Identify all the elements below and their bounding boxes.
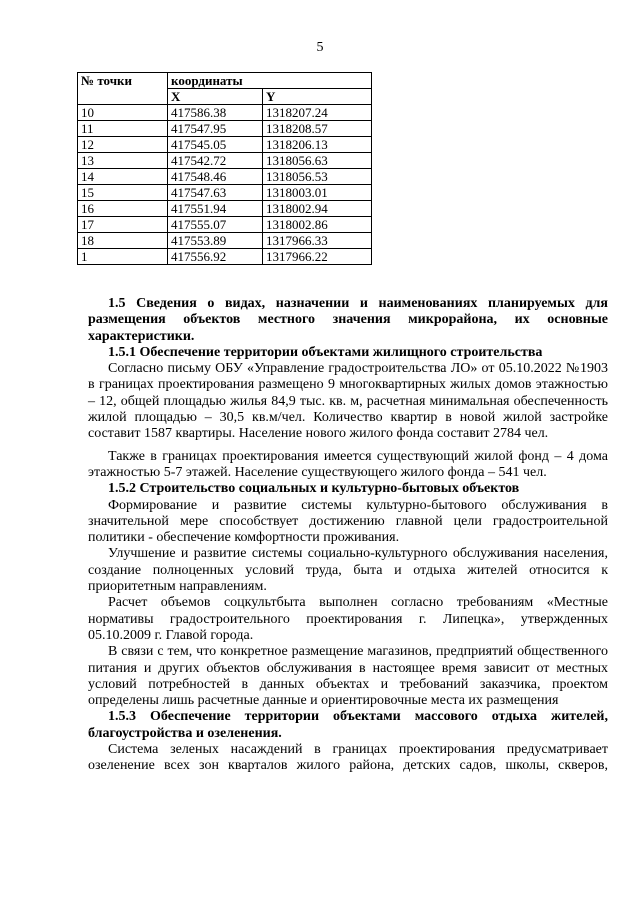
table-body: [78, 105, 372, 265]
paragraph-1-5-2-d: В связи с тем, что конкретное размещение магазинов, предприятий общественного питания и других объектов обслуживания в настоящее время зависит от местных условий потребностей в данных объектах и требований заказчика, проектом определены лишь расчетные данные и ориентировочные места их размещения: [88, 644, 608, 709]
table-row: [78, 105, 372, 121]
table-row: [78, 249, 372, 265]
paragraph-1-5-3-a: Система зеленых насаждений в границах проектирования предусматривает озеленение всех зон кварталов жилого района, детских садов, школы, скверов,: [88, 742, 608, 774]
section-heading-1-5-2: 1.5.2 Строительство социальных и культурно-бытовых объектов: [108, 481, 520, 497]
table-cell-x: 417542.72: [168, 153, 263, 169]
table-cell-point: 15: [78, 185, 168, 201]
table-cell-point: 11: [78, 121, 168, 137]
paragraph-1-5-2-a: Формирование и развитие системы культурно-бытового обслуживания в значительной мере способствует достижению главной цели градостроительной политики - обеспечение комфортности проживания.: [88, 497, 608, 546]
table-row: [78, 169, 372, 185]
table-cell-point: 13: [78, 153, 168, 169]
section-heading-1-5-1: 1.5.1 Обеспечение территории объектами жилищного строительства: [108, 344, 543, 360]
table-header-row: [78, 73, 372, 89]
table-cell-y: 1318056.63: [263, 153, 372, 169]
table-row: [78, 153, 372, 169]
table-cell-y: 1318003.01: [263, 185, 372, 201]
header-y: Y: [263, 89, 372, 105]
document-body: [88, 296, 608, 775]
paragraph-1-5-2-b: Улучшение и развитие системы социально-культурного обслуживания населения, создание полноценных условий труда, быта и отдыха жителей относится к приоритетным направлениям.: [88, 546, 608, 595]
table-cell-x: 417547.95: [168, 121, 263, 137]
coordinates-table: [77, 72, 372, 265]
table-cell-x: 417548.46: [168, 169, 263, 185]
table-cell-x: 417551.94: [168, 201, 263, 217]
table-cell-point: 16: [78, 201, 168, 217]
table-cell-y: 1318056.53: [263, 169, 372, 185]
header-x: X: [168, 89, 263, 105]
table-cell-y: 1317966.33: [263, 233, 372, 249]
table-row: [78, 121, 372, 137]
table-cell-point: 17: [78, 217, 168, 233]
table-row: [78, 137, 372, 153]
table-cell-y: 1317966.22: [263, 249, 372, 265]
table-cell-x: 417555.07: [168, 217, 263, 233]
table-cell-point: 10: [78, 105, 168, 121]
paragraph-1-5-2-c: Расчет объемов соцкультбыта выполнен согласно требованиям «Местные нормативы градостроительного проектирования г. Липецка», утвержденных 05.10.2009 г. Главой города.: [88, 595, 608, 643]
table-cell-point: 14: [78, 169, 168, 185]
section-heading-1-5: 1.5 Сведения о видах, назначении и наименованиях планируемых для размещения объектов местного значения микрорайона, их основные характеристики.: [88, 296, 608, 344]
header-point: № точки: [78, 73, 168, 105]
table-cell-x: 417547.63: [168, 185, 263, 201]
table-row: [78, 201, 372, 217]
table-cell-x: 417556.92: [168, 249, 263, 265]
table-cell-point: 12: [78, 137, 168, 153]
section-heading-1-5-3: 1.5.3 Обеспечение территории объектами массового отдыха жителей, благоустройства и озеленения.: [88, 709, 608, 741]
table-row: [78, 185, 372, 201]
table-cell-x: 417545.05: [168, 137, 263, 153]
page-number: 5: [316, 40, 324, 55]
table-cell-y: 1318002.86: [263, 217, 372, 233]
table-cell-y: 1318206.13: [263, 137, 372, 153]
paragraph-1-5-1-b: Также в границах проектирования имеется существующий жилой фонд – 4 дома этажностью 5-7 этажей. Население существующего жилого фонда – 541 чел.: [88, 448, 608, 480]
table-row: [78, 217, 372, 233]
header-coordinates: координаты: [168, 73, 372, 89]
table-cell-point: 18: [78, 233, 168, 249]
table-cell-y: 1318207.24: [263, 105, 372, 121]
table-cell-y: 1318002.94: [263, 201, 372, 217]
table-cell-x: 417553.89: [168, 233, 263, 249]
table-cell-y: 1318208.57: [263, 121, 372, 137]
table-cell-x: 417586.38: [168, 105, 263, 121]
table-row: [78, 233, 372, 249]
paragraph-1-5-1-a: Согласно письму ОБУ «Управление градостроительства ЛО» от 05.10.2022 №1903 в границах проектирования размещено 9 многоквартирных жилых домов этажностью – 12, общей площадью жилья 84,9 тыс. кв. м, расчетная минимальная обеспеченность жилой площадью – 30,5 кв.м/чел. Количество квартир в новой жилой застройке составит 1587 квартиры. Население нового жилого фонда составит 2784 чел.: [88, 361, 608, 442]
table-cell-point: 1: [78, 249, 168, 265]
